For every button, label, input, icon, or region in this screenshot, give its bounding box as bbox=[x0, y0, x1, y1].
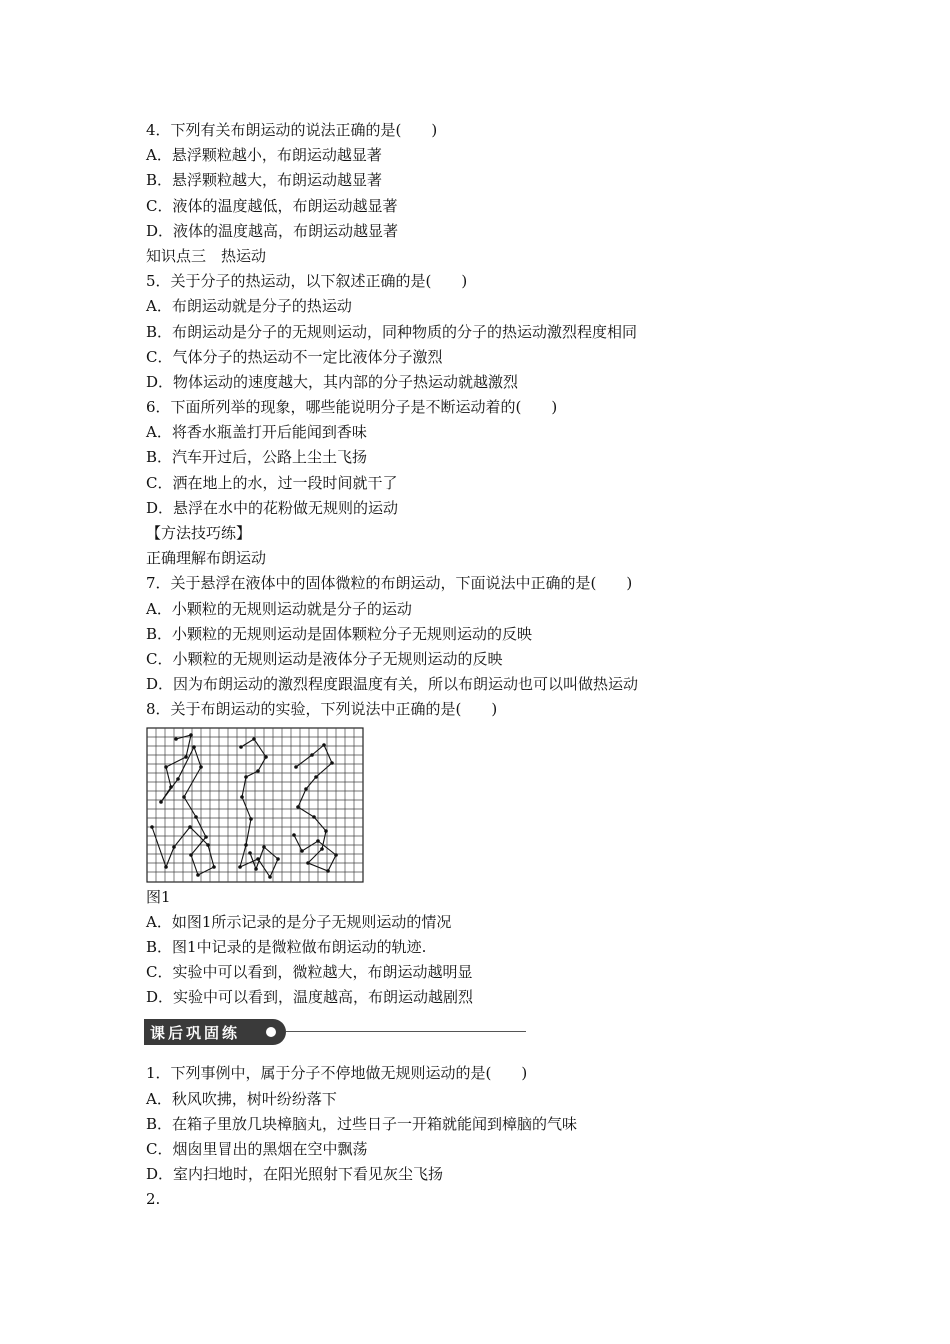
questions-part-3 bbox=[146, 1061, 766, 1212]
text-line: A．悬浮颗粒越小，布朗运动越显著 bbox=[146, 146, 382, 165]
text-line: 1．下列事例中，属于分子不停地做无规则运动的是( ) bbox=[146, 1064, 528, 1083]
text-line: C．实验中可以看到，微粒越大，布朗运动越明显 bbox=[146, 963, 473, 982]
text-line: D．物体运动的速度越大，其内部的分子热运动就越激烈 bbox=[146, 372, 519, 391]
trajectory-point bbox=[254, 867, 258, 871]
text-line: B．在箱子里放几块樟脑丸，过些日子一开箱就能闻到樟脑的气味 bbox=[146, 1114, 578, 1133]
text-line: D．液体的温度越高，布朗运动越显著 bbox=[146, 221, 399, 240]
trajectory-point bbox=[204, 835, 208, 839]
trajectory-point bbox=[306, 861, 310, 865]
text-line: B．悬浮颗粒越大，布朗运动越显著 bbox=[146, 171, 383, 190]
trajectory-point bbox=[326, 869, 330, 873]
text-line: A．布朗运动就是分子的热运动 bbox=[146, 297, 352, 316]
text-line: 图1 bbox=[146, 887, 171, 906]
trajectory-point bbox=[296, 805, 300, 809]
trajectory-point bbox=[182, 795, 186, 799]
trajectory-point bbox=[249, 817, 253, 821]
trajectory-point bbox=[159, 800, 163, 804]
text-line: A．如图1所示记录的是分子无规则运动的情况 bbox=[146, 912, 452, 931]
trajectory-point bbox=[206, 843, 210, 847]
text-line: 【方法技巧练】 bbox=[146, 524, 252, 542]
trajectory-point bbox=[262, 845, 266, 849]
text-line: D．因为布朗运动的激烈程度跟温度有关，所以布朗运动也可以叫做热运动 bbox=[146, 675, 639, 694]
brownian-grid-svg bbox=[146, 727, 364, 883]
questions-part-2 bbox=[146, 885, 766, 1011]
text-line: D．实验中可以看到，温度越高，布朗运动越剧烈 bbox=[146, 988, 474, 1007]
text-line: B．小颗粒的无规则运动是固体颗粒分子无规则运动的反映 bbox=[146, 624, 533, 643]
trajectory-point bbox=[189, 853, 193, 857]
text-line: 7．关于悬浮在液体中的固体微粒的布朗运动，下面说法中正确的是( ) bbox=[146, 574, 633, 593]
trajectory-point bbox=[256, 857, 260, 861]
document-body bbox=[146, 118, 766, 1213]
text-line: D．室内扫地时，在阳光照射下看见灰尘飞扬 bbox=[146, 1165, 444, 1184]
trajectory-point bbox=[324, 829, 328, 833]
trajectory-point bbox=[244, 843, 248, 847]
banner-rule bbox=[286, 1031, 526, 1032]
text-line: C．液体的温度越低，布朗运动越显著 bbox=[146, 196, 398, 215]
trajectory-point bbox=[174, 737, 178, 741]
white-dot-icon bbox=[266, 1027, 276, 1037]
trajectory-point bbox=[172, 845, 176, 849]
trajectory-point bbox=[276, 857, 280, 861]
trajectory-point bbox=[320, 847, 324, 851]
text-line: C．小颗粒的无规则运动是液体分子无规则运动的反映 bbox=[146, 649, 503, 668]
text-line: 正确理解布朗运动 bbox=[146, 549, 267, 568]
trajectory-point bbox=[150, 825, 154, 829]
trajectory-point bbox=[334, 853, 338, 857]
banner-box bbox=[144, 1019, 286, 1045]
trajectory-point bbox=[238, 865, 242, 869]
text-line: 4．下列有关布朗运动的说法正确的是( ) bbox=[146, 121, 438, 139]
trajectory-point bbox=[212, 865, 216, 869]
trajectory-point bbox=[304, 787, 308, 791]
trajectory-point bbox=[322, 743, 326, 747]
trajectory-point bbox=[194, 815, 198, 819]
trajectory-point bbox=[244, 775, 248, 779]
trajectory-point bbox=[294, 765, 298, 769]
trajectory-point bbox=[192, 745, 196, 749]
text-line: C．烟囱里冒出的黑烟在空中飘荡 bbox=[146, 1140, 368, 1158]
text-line: 6．下面所列举的现象，哪些能说明分子是不断运动着的( ) bbox=[146, 398, 558, 417]
trajectory-point bbox=[264, 755, 268, 759]
trajectory-point bbox=[199, 765, 203, 769]
text-line: 5．关于分子的热运动，以下叙述正确的是( ) bbox=[146, 272, 468, 291]
text-line: B．汽车开过后，公路上尘土飞扬 bbox=[146, 448, 368, 467]
trajectory-point bbox=[169, 785, 173, 789]
trajectory-point bbox=[316, 839, 320, 843]
text-line: D．悬浮在水中的花粉做无规则的运动 bbox=[146, 498, 399, 517]
trajectory-point bbox=[310, 753, 314, 757]
trajectory-point bbox=[164, 865, 168, 869]
text-line: 知识点三 热运动 bbox=[146, 246, 267, 265]
text-line: B．布朗运动是分子的无规则运动，同种物质的分子的热运动激烈程度相同 bbox=[146, 322, 638, 341]
trajectory-point bbox=[189, 733, 193, 737]
questions-part-1 bbox=[146, 118, 766, 723]
trajectory-point bbox=[164, 765, 168, 769]
text-line: C．洒在地上的水，过一段时间就干了 bbox=[146, 473, 398, 492]
brownian-motion-figure bbox=[146, 727, 364, 883]
text-line: B．图1中记录的是微粒做布朗运动的轨迹. bbox=[146, 937, 427, 956]
trajectory-point bbox=[240, 795, 244, 799]
trajectory-point bbox=[188, 825, 192, 829]
trajectory-point bbox=[184, 755, 188, 759]
trajectory-point bbox=[256, 769, 260, 773]
trajectory-point bbox=[300, 849, 304, 853]
text-line: 2. bbox=[146, 1190, 161, 1209]
trajectory-point bbox=[268, 875, 272, 879]
banner-title: 课后巩固练 bbox=[150, 1024, 241, 1043]
trajectory-point bbox=[176, 777, 180, 781]
text-line: A．秋风吹拂，树叶纷纷落下 bbox=[146, 1089, 337, 1108]
text-line: A．小颗粒的无规则运动就是分子的运动 bbox=[146, 599, 412, 618]
trajectory-point bbox=[248, 851, 252, 855]
trajectory-point bbox=[330, 761, 334, 765]
text-line: C．气体分子的热运动不一定比液体分子激烈 bbox=[146, 347, 443, 366]
trajectory-point bbox=[239, 745, 243, 749]
trajectory-point bbox=[312, 815, 316, 819]
section-banner bbox=[146, 1019, 766, 1045]
text-line: 8．关于布朗运动的实验，下列说法中正确的是( ) bbox=[146, 700, 498, 719]
trajectory-point bbox=[252, 737, 256, 741]
trajectory-point bbox=[314, 775, 318, 779]
trajectory-point bbox=[292, 833, 296, 837]
trajectory-point bbox=[196, 873, 200, 877]
text-line: A．将香水瓶盖打开后能闻到香味 bbox=[146, 423, 367, 442]
